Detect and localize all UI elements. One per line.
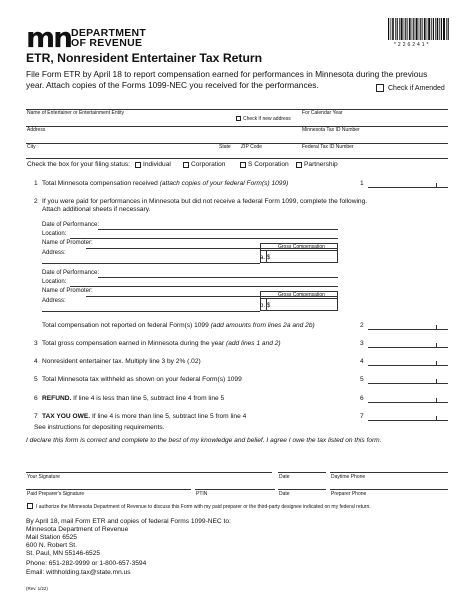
perf-date-b-field[interactable] [98, 269, 338, 277]
your-signature-field[interactable] [26, 460, 272, 472]
mailing-line4: St. Paul, MN 55146-6525 [26, 550, 101, 557]
gross-comp-b-field[interactable] [272, 299, 336, 310]
line2a-label: a. [260, 255, 266, 261]
entertainer-name-label: Name of Entertainer or Entertainment Entity [27, 110, 124, 116]
line4-text: Nonresident entertainer tax. Multiply line 3 by 2% (.02) [42, 358, 201, 365]
status-s-corporation-checkbox[interactable] [240, 162, 246, 168]
line2-ref: 2 [360, 322, 364, 329]
status-s-corporation-label: S Corporation [248, 161, 289, 168]
gross-comp-a-field[interactable] [272, 251, 336, 262]
form-code: * 2 2 6 2 4 1 * [394, 42, 429, 48]
status-corporation-checkbox[interactable] [183, 162, 189, 168]
line3-text: Total gross compensation earned in Minnesota during the year (add lines 1 and 2) [42, 340, 281, 347]
preparer-phone-label: Preparer Phone [331, 491, 367, 497]
line6-text: REFUND. If line 4 is less than line 5, subtract line 4 from line 5 [42, 395, 225, 402]
mailing-line2: Mail Station 6525 [26, 534, 77, 541]
authorize-checkbox[interactable] [27, 503, 33, 509]
address-a-label: Address: [42, 250, 66, 256]
status-individual-checkbox[interactable] [135, 162, 141, 168]
line2b-dollar: $ [267, 303, 271, 309]
location-b-field[interactable] [70, 278, 338, 286]
form-intro: File Form ETR by April 18 to report compensation earned for performances in Minnesota during the previous year. Attach copies of the Forms 1099-NEC you received for the performances. [26, 69, 428, 90]
mailing-line1: Minnesota Department of Revenue [26, 526, 129, 533]
line5-ref: 5 [360, 376, 364, 383]
line3-ref: 3 [360, 340, 364, 347]
promoter-a-label: Name of Promoter: [42, 240, 93, 246]
line1-text: Total Minnesota compensation received (attach copies of your federal Form(s) 1099) [42, 180, 289, 187]
zip-label: ZIP Code [241, 144, 263, 150]
location-b-label: Location: [42, 279, 67, 285]
filing-status-prompt: Check the box for your filing status: [27, 161, 130, 168]
status-partnership-label: Partnership [304, 161, 338, 168]
date-field[interactable] [278, 460, 328, 472]
line7-number: 7 [34, 413, 38, 420]
address-label: Address [27, 127, 46, 133]
line6-ref: 6 [360, 395, 364, 402]
gross-comp-a-label: Gross Compensation [278, 244, 325, 250]
your-signature-label: Your Signature [27, 474, 60, 480]
line1-number: 1 [34, 180, 38, 187]
line6-number: 6 [34, 395, 38, 402]
location-a-field[interactable] [70, 230, 338, 238]
address-a-field[interactable] [70, 249, 260, 260]
mn-tax-id-field[interactable] [302, 133, 448, 141]
status-individual-label: Individual [143, 161, 171, 168]
perf-date-a-label: Date of Performance: [42, 222, 100, 228]
mailing-phone: Phone: 651-282-9999 or 1-800-657-3594 [26, 560, 147, 567]
declaration: I declare this form is correct and complete to the best of my knowledge and belief. I agree I owe the tax listed on this form. [26, 437, 382, 444]
line7-note: See instructions for depositing requirements. [34, 424, 165, 431]
line2-number: 2 [34, 198, 38, 205]
mn-logo: mn [26, 21, 72, 54]
status-partnership-checkbox[interactable] [296, 162, 302, 168]
promoter-b-label: Name of Promoter: [42, 288, 93, 294]
mailing-line3: 600 N. Robert St. [26, 542, 77, 549]
line2-text: If you were paid for performances in Minnesota but did not receive a federal Form 1099, complete the following. Attach additional sheets if necessary. [42, 198, 368, 213]
mn-tax-id-label: Minnesota Tax ID Number [302, 127, 360, 133]
line2-total-text: Total compensation not reported on federal Form(s) 1099 (add amounts from lines 2a and 2b) [42, 322, 315, 329]
line2b-label: b. [260, 303, 266, 309]
entertainer-name-field[interactable] [26, 116, 231, 124]
federal-id-label: Federal Tax ID Number [302, 144, 354, 150]
amended-checkbox[interactable] [376, 84, 384, 92]
line7-ref: 7 [360, 413, 364, 420]
mailing-intro: By April 18, mail Form ETR and copies of federal Forms 1099-NEC to: [26, 518, 231, 525]
line7-text: TAX YOU OWE. If line 4 is more than line 5, subtract line 5 from line 4 [42, 413, 247, 420]
new-address-label: Check if new address [243, 116, 291, 122]
preparer-signature-label: Paid Preparer's Signature [27, 491, 85, 497]
line5-number: 5 [34, 376, 38, 383]
revision-date: (Rev. 1/22) [26, 586, 48, 591]
line4-number: 4 [34, 358, 38, 365]
perf-date-b-label: Date of Performance: [42, 270, 100, 276]
status-corporation-label: Corporation [191, 161, 226, 168]
barcode [388, 18, 450, 40]
line1-ref: 1 [360, 180, 364, 187]
state-field[interactable] [219, 150, 237, 157]
city-label: City [27, 144, 36, 150]
gross-comp-b-label: Gross Compensation [278, 292, 325, 298]
state-label: State [219, 144, 231, 150]
line3-number: 3 [34, 340, 38, 347]
perf-date-a-field[interactable] [98, 221, 338, 229]
city-field[interactable] [26, 150, 214, 157]
address-b-field[interactable] [70, 297, 260, 308]
zip-field[interactable] [241, 150, 296, 157]
date2-field[interactable] [278, 478, 328, 489]
authorize-text: I authorize the Minnesota Department of Revenue to discuss this Form with my paid preparer or the third-party designee indicated on my federal return. [36, 504, 371, 510]
new-address-checkbox[interactable] [236, 116, 241, 121]
date2-label: Date [279, 491, 290, 497]
line5-text: Total Minnesota tax withheld as shown on your federal Form(s) 1099 [42, 376, 242, 383]
line2a-dollar: $ [267, 255, 271, 261]
ptin-label: PTIN [196, 491, 208, 497]
mailing-email: Email: withholding.tax@state.mn.us [26, 569, 131, 576]
form-title: ETR, Nonresident Entertainer Tax Return [26, 51, 263, 65]
calendar-year-field[interactable] [302, 116, 448, 124]
preparer-signature-field[interactable] [26, 478, 191, 489]
daytime-phone-field[interactable] [330, 460, 448, 472]
daytime-phone-label: Daytime Phone [331, 474, 366, 480]
address-b-label: Address: [42, 298, 66, 304]
preparer-phone-field[interactable] [330, 478, 448, 489]
calendar-year-label: For Calendar Year [302, 110, 343, 116]
location-a-label: Location: [42, 231, 67, 237]
department-name-line2: OF REVENUE [71, 37, 143, 49]
federal-id-field[interactable] [302, 150, 448, 157]
ptin-field[interactable] [195, 478, 275, 489]
date-label: Date [279, 474, 290, 480]
department-name-line1: DEPARTMENT [71, 27, 147, 39]
amended-label: Check if Amended [388, 85, 445, 92]
line4-ref: 4 [360, 358, 364, 365]
address-field[interactable] [26, 133, 296, 141]
